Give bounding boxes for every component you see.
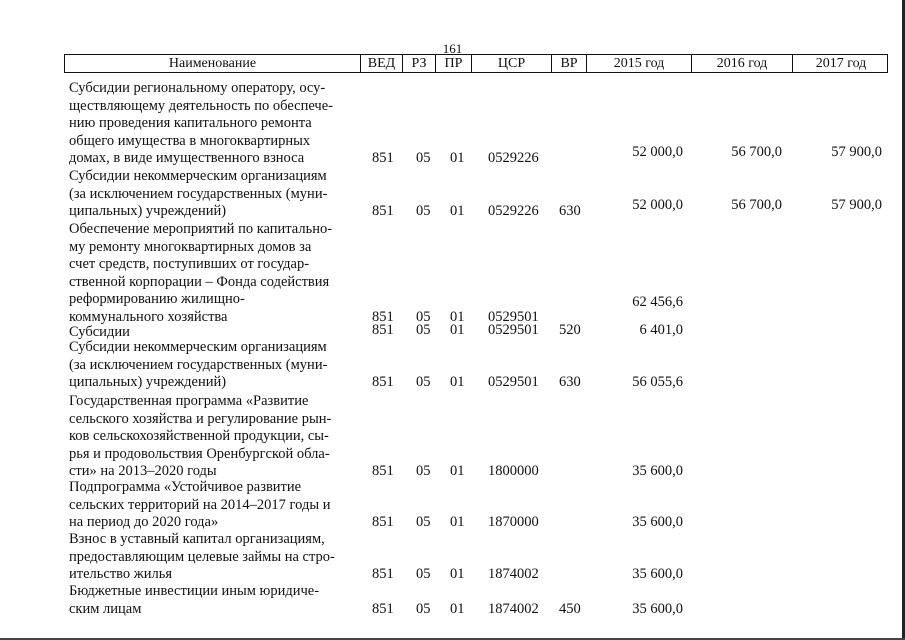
column-header-2017: 2017 год bbox=[815, 56, 867, 71]
pr-value: 01 bbox=[450, 566, 465, 582]
row-name bbox=[69, 531, 361, 584]
pr-value: 01 bbox=[450, 322, 465, 338]
row-name bbox=[69, 80, 361, 168]
row-name-line: сельских территорий на 2014–2017 годы и bbox=[69, 496, 331, 513]
row-name-line: ственной корпорации – Фонда содействия bbox=[69, 273, 330, 290]
row-name-line: Взнос в уставный капитал организациям, bbox=[69, 531, 325, 547]
amount-2015: 35 600,0 bbox=[632, 600, 683, 617]
vr-value: 450 bbox=[559, 600, 581, 617]
pr-value: 01 bbox=[450, 514, 465, 530]
row-name-line: счет средств, поступивших от государ- bbox=[69, 256, 310, 272]
csr-value: 0529501 bbox=[488, 322, 539, 338]
page-number: 161 bbox=[442, 41, 463, 56]
amount-2015: 6 401,0 bbox=[639, 322, 683, 338]
row-name-line: му ремонту многоквартирных домов за bbox=[69, 238, 312, 255]
row-name-line: реформированию жилищно- bbox=[69, 291, 245, 307]
amount-2017: 57 900,0 bbox=[831, 197, 882, 213]
pr-value: 01 bbox=[450, 374, 465, 390]
amount-2016: 56 700,0 bbox=[731, 197, 782, 213]
row-name bbox=[69, 339, 361, 392]
csr-value: 0529226 bbox=[488, 203, 539, 219]
ved-value: 851 bbox=[372, 203, 394, 219]
column-header-2016: 2016 год bbox=[692, 55, 793, 72]
vr-value: 520 bbox=[559, 322, 581, 338]
row-name-line: сти» на 2013–2020 годы bbox=[69, 463, 217, 479]
row-name-line: домах, в виде имущественного взноса bbox=[69, 150, 305, 166]
row-name-line: ципальных) учреждений) bbox=[69, 203, 227, 219]
csr-value: 1874002 bbox=[488, 600, 539, 617]
vr-value: 630 bbox=[559, 203, 581, 219]
row-name bbox=[69, 479, 361, 532]
row-name-line: Субсидии некоммерческим организациям bbox=[69, 168, 327, 184]
ved-value: 851 bbox=[372, 514, 394, 530]
pr-value: 01 bbox=[450, 600, 465, 617]
row-name-line: ципальных) учреждений) bbox=[69, 374, 227, 390]
row-name-line: сельского хозяйства и регулирование рын- bbox=[69, 410, 332, 427]
ved-value: 851 bbox=[372, 600, 394, 617]
amount-2015: 56 055,6 bbox=[632, 374, 683, 390]
pr-value: 01 bbox=[450, 203, 465, 219]
row-name-line: коммунального хозяйства bbox=[69, 308, 228, 325]
csr-value: 0529501 bbox=[488, 374, 539, 390]
rz-value: 05 bbox=[416, 600, 431, 617]
row-name-line: Государственная программа «Развитие bbox=[69, 393, 309, 409]
column-header-vr: ВР bbox=[552, 55, 587, 72]
row-name-line: ским лицам bbox=[69, 600, 142, 617]
ved-value: 851 bbox=[372, 374, 394, 390]
csr-value: 1800000 bbox=[488, 463, 539, 479]
rz-value: 05 bbox=[416, 308, 431, 325]
row-name-line: нию проведения капитального ремонта bbox=[69, 115, 312, 131]
row-name-line: (за исключением государственных (муни- bbox=[69, 356, 328, 373]
row-name-line: Субсидии региональному оператору, осу- bbox=[69, 80, 326, 96]
amount-2015: 35 600,0 bbox=[632, 463, 683, 479]
rz-value: 05 bbox=[416, 463, 431, 479]
amount-2015: 35 600,0 bbox=[632, 566, 683, 582]
column-header-2015: 2015 год bbox=[587, 55, 692, 72]
rz-value: 05 bbox=[416, 322, 431, 338]
pr-value: 01 bbox=[450, 150, 465, 166]
csr-value: 0529501 bbox=[488, 308, 539, 325]
row-name-line: ков сельскохозяйственной продукции, сы- bbox=[69, 428, 329, 444]
row-name bbox=[69, 393, 361, 481]
row-name-line: общего имущества в многоквартирных bbox=[69, 132, 311, 149]
row-name-line: ительство жилья bbox=[69, 566, 173, 582]
csr-value: 0529226 bbox=[488, 150, 539, 166]
row-name-line: Бюджетные инвестиции иным юридиче- bbox=[69, 583, 320, 599]
vr-value: 630 bbox=[559, 374, 581, 390]
row-name-line: Подпрограмма «Устойчивое развитие bbox=[69, 479, 302, 495]
ved-value: 851 bbox=[372, 322, 394, 338]
ved-value: 851 bbox=[372, 566, 394, 582]
rz-value: 05 bbox=[416, 150, 431, 166]
row-name bbox=[69, 221, 361, 326]
row-name-line: (за исключением государственных (муни- bbox=[69, 185, 328, 202]
row-name bbox=[69, 168, 361, 221]
ved-value: 851 bbox=[372, 308, 394, 325]
csr-value: 1870000 bbox=[488, 514, 539, 530]
amount-2015: 52 000,0 bbox=[632, 144, 683, 160]
row-name bbox=[69, 583, 361, 618]
column-header-ved: ВЕД bbox=[361, 55, 403, 72]
rz-value: 05 bbox=[416, 374, 431, 390]
column-header-name: Наименование bbox=[65, 55, 361, 72]
column-header-pr: ПР bbox=[436, 55, 472, 72]
pr-value: 01 bbox=[450, 308, 465, 325]
amount-2015: 52 000,0 bbox=[632, 197, 683, 213]
row-name-line: Субсидии некоммерческим организациям bbox=[69, 339, 327, 355]
row-name-line: ществляющему деятельность по обеспече- bbox=[69, 97, 333, 114]
row-name-line: Обеспечение мероприятий по капитально- bbox=[69, 221, 333, 237]
column-header-csr: ЦСР bbox=[472, 55, 552, 72]
row-name-line: предоставляющим целевые займы на стро- bbox=[69, 548, 335, 565]
row-name-line: Субсидии bbox=[69, 324, 130, 340]
csr-value: 1874002 bbox=[488, 566, 539, 582]
column-header-rz: РЗ bbox=[403, 55, 436, 72]
ved-value: 851 bbox=[372, 150, 394, 166]
amount-2017: 57 900,0 bbox=[831, 144, 882, 160]
rz-value: 05 bbox=[416, 566, 431, 582]
rz-value: 05 bbox=[416, 203, 431, 219]
amount-2016: 56 700,0 bbox=[731, 144, 782, 160]
amount-2015: 35 600,0 bbox=[632, 514, 683, 530]
row-name-line: на период до 2020 года» bbox=[69, 514, 219, 530]
pr-value: 01 bbox=[450, 463, 465, 479]
ved-value: 851 bbox=[372, 463, 394, 479]
rz-value: 05 bbox=[416, 514, 431, 530]
amount-2015: 62 456,6 bbox=[632, 293, 683, 310]
row-name-line: рья и продовольствия Оренбургской обла- bbox=[69, 445, 330, 462]
